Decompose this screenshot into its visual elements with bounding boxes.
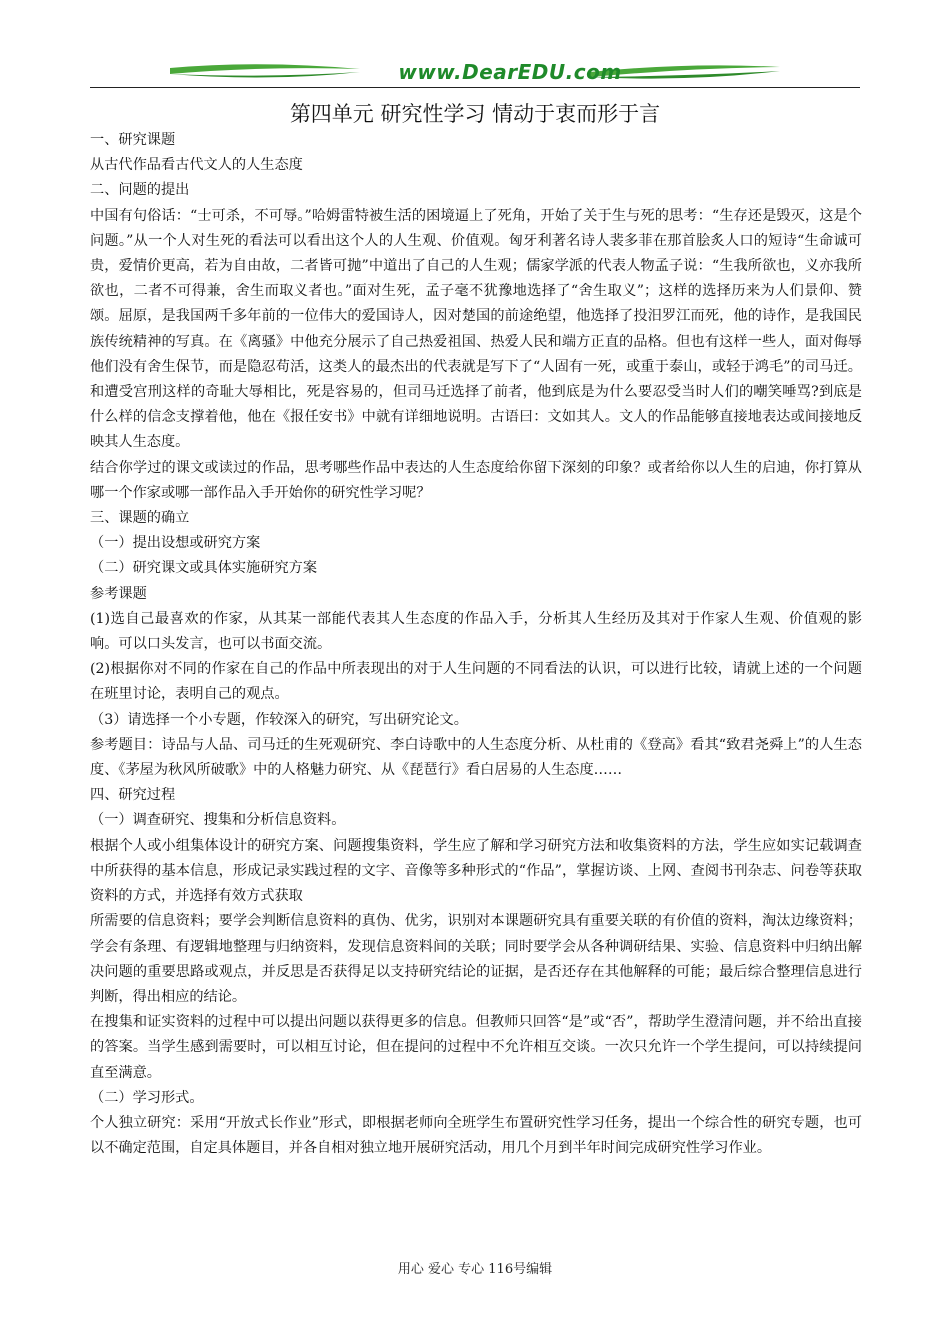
page-footer: 用心 爱心 专心 116号编辑 [397, 1262, 553, 1277]
paragraph: 结合你学过的课文或读过的作品，思考哪些作品中表达的人生态度给你留下深刻的印象？或者给你以人生的启迪，你打算从哪一个作家或哪一部作品入手开始你的研究性学习呢？ [90, 459, 862, 501]
subsection-heading: （二）学习形式。 [90, 1089, 204, 1106]
paragraph: 参考题目：诗品与人品、司马迁的生死观研究、李白诗歌中的人生态度分析、从杜甫的《登高》看其“致君尧舜上”的人生态度、《茅屋为秋风所破歌》中的人格魅力研究、从《琵琶行》看白居易的人生态度…… [90, 736, 862, 779]
section-heading: 一、研究课题 [90, 132, 176, 148]
page-header [90, 58, 860, 90]
subsection-heading: （二）研究课文或具体实施研究方案 [90, 560, 318, 577]
paragraph: 在搜集和证实资料的过程中可以提出问题以获得更多的信息。但教师只回答“是”或“否”，帮助学生澄清问题，并不给出直接的答案。当学生感到需要时，可以相互讨论，但在提问的过程中不允许相互交谈。一次只允许一个学生提问，可以持续提问直至满意。 [90, 1014, 862, 1081]
paragraph: 从古代作品看古代文人的人生态度 [90, 157, 303, 174]
page-title: 第四单元 研究性学习 情动于衷而形于言 [289, 102, 661, 126]
subsection-heading: （一）调查研究、搜集和分析信息资料。 [90, 812, 346, 829]
site-logo-text: www.DearEDU.com [398, 60, 622, 84]
document-body [90, 128, 862, 1161]
paragraph: 个人独立研究：采用“开放式长作业”形式，即根据老师向全班学生布置研究性学习任务，提出一个综合性的研究专题，也可以不确定范围，自定具体题目，并各自相对独立地开展研究活动，用几个月到半年时间完成研究性学习作业。 [90, 1114, 862, 1157]
list-item: (1)选自己最喜欢的作家，从其某一部能代表其人生态度的作品入手，分析其人生经历及其对于作家人生观、价值观的影响。可以口头发言，也可以书面交流。 [90, 610, 862, 653]
section-heading: 二、问题的提出 [90, 182, 190, 199]
paragraph: 所需要的信息资料；要学会判断信息资料的真伪、优劣，识别对本课题研究具有重要关联的有价值的资料，淘汰边缘资料；学会有条理、有逻辑地整理与归纳资料，发现信息资料间的关联；同时要学会从各种调研结果、实验、信息资料中归纳出解决问题的重要思路或观点，并反思是否获得足以支持研究结论的证据，是否还存在其他解释的可能；最后综合整理信息进行判断，得出相应的结论。 [90, 913, 862, 1005]
header-divider [90, 87, 860, 88]
paragraph: 参考课题 [90, 585, 147, 602]
list-item: (2)根据你对不同的作家在自己的作品中所表现出的对于人生问题的不同看法的认识，可以进行比较，请就上述的一个问题在班里讨论，表明自己的观点。 [90, 661, 862, 703]
section-heading: 三、课题的确立 [90, 510, 190, 527]
subsection-heading: （一）提出设想或研究方案 [90, 535, 261, 552]
paragraph: 根据个人或小组集体设计的研究方案、问题搜集资料，学生应了解和学习研究方法和收集资料的方法，学生应如实记载调查中所获得的基本信息，形成记录实践过程的文字、音像等多种形式的“作品”，掌握访谈、上网、查阅书刊杂志、问卷等获取资料的方式，并选择有效方式获取 [90, 837, 862, 905]
section-heading: 四、研究过程 [90, 787, 176, 804]
paragraph: 中国有句俗话：“士可杀，不可辱。”哈姆雷特被生活的困境逼上了死角，开始了关于生与死的思考：“生存还是毁灭，这是个问题。”从一个人对生死的看法可以看出这个人的人生观、价值观。匈牙利著名诗人裴多菲在那首脍炙人口的短诗“生命诚可贵，爱情价更高，若为自由故，二者皆可抛”中道出了自己的人生观；儒家学派的代表人物孟子说：“生我所欲也，义亦我所欲也，二者不可得兼，舍生而取义者也。”面对生死，孟子毫不犹豫地选择了“舍生取义”；这样的选择历来为人们景仰、赞颂。屈原，是我国两千多年前的一位伟大的爱国诗人，因对楚国的前途绝望，他选择了投汨罗江而死，他的诗作，是我国民族传统精神的写真。在《离骚》中他充分展示了自己热爱祖国、热爱人民和端方正直的品格。但也有这样一些人，面对侮辱他们没有舍生保节，而是隐忍苟活，这类人的最杰出的代表就是写下了“人固有一死，或重于泰山，或轻于鸿毛”的司马迁。和遭受宫刑这样的奇耻大辱相比，死是容易的，但司马迁选择了前者，他到底是为什么要忍受当时人们的嘲笑唾骂?到底是什么样的信念支撑着他，他在《报任安书》中就有详细地说明。古语曰：文如其人。文人的作品能够直接地表达或间接地反映其人生态度。 [90, 207, 862, 451]
list-item: （3）请选择一个小专题，作较深入的研究，写出研究论文。 [90, 711, 468, 728]
